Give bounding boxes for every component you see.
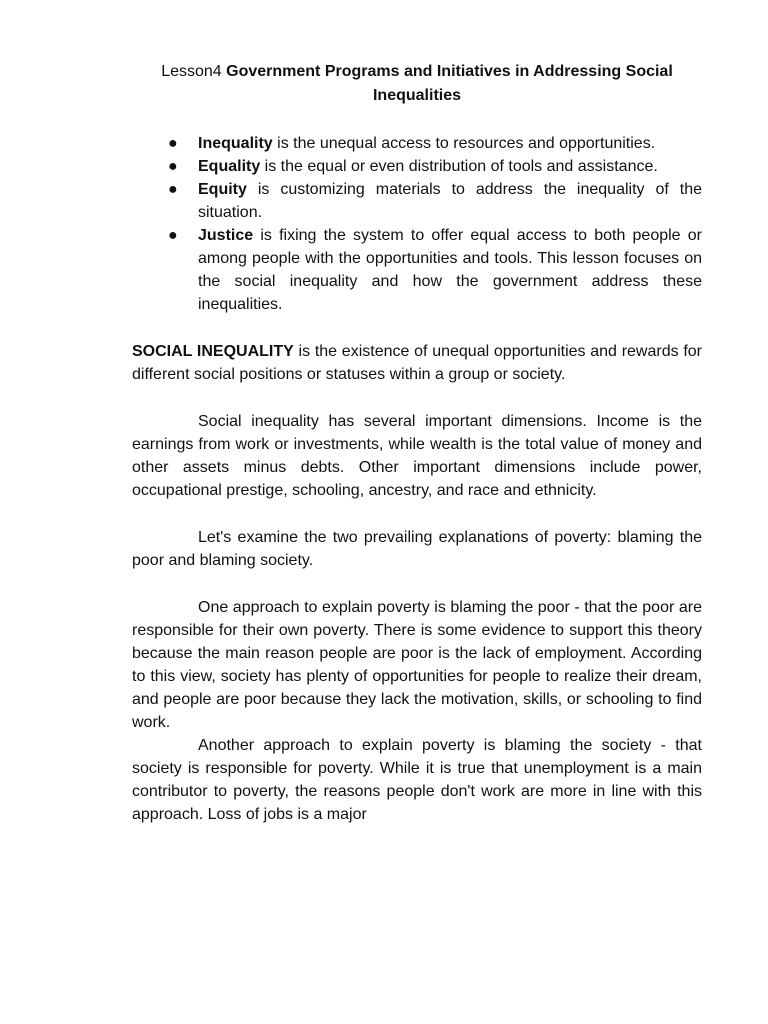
bullet-icon: ● (168, 227, 178, 244)
bullet-text: is customizing materials to address the inequality of the situation. (198, 181, 702, 221)
title-main: Government Programs and Initiatives in Addressing Social Inequalities (226, 63, 673, 104)
definition-text: is the existence of unequal opportunities and rewards for different social positions or statuses within a group or society. (132, 343, 703, 383)
list-item (132, 132, 702, 155)
bullet-text: is the equal or even distribution of tools and assistance. (260, 158, 658, 175)
list-item (132, 178, 702, 224)
definition-term: SOCIAL INEQUALITY (132, 343, 294, 360)
title-prefix: Lesson4 (161, 63, 227, 80)
explanations-paragraph: Let's examine the two prevailing explanations of poverty: blaming the poor and blaming society. (132, 529, 702, 569)
bullet-icon: ● (168, 158, 178, 175)
blaming-poor-paragraph: One approach to explain poverty is blaming the poor - that the poor are responsible for their own poverty. There is some evidence to support this theory because the main reason people are poor is the lack of employment. According to this view, society has plenty of opportunities for people to realize their dream, and people are poor because they lack the motivation, skills, or schooling to find work. (132, 599, 702, 731)
bullet-term: Justice (198, 227, 254, 244)
dimensions-paragraph: Social inequality has several important dimensions. Income is the earnings from work or investments, while wealth is the total value of money and other assets minus debts. Other important dimensions include power, occupational prestige, schooling, ancestry, and race and ethnicity. (132, 413, 702, 499)
bullet-icon: ● (168, 181, 178, 198)
list-item (132, 224, 702, 316)
document-page (132, 60, 702, 826)
bullet-text: is the unequal access to resources and opportunities. (272, 135, 656, 152)
social-inequality-definition (132, 340, 702, 386)
bullet-text: is fixing the system to offer equal access to both people or among people with the opportunities and tools. This lesson focuses on the social inequality and how the government address these inequalities. (198, 227, 702, 313)
bullet-term: Inequality (198, 135, 273, 152)
list-item (132, 155, 702, 178)
page-title (132, 60, 702, 108)
definitions-list (132, 132, 702, 316)
bullet-term: Equity (198, 181, 247, 198)
bullet-icon: ● (168, 135, 178, 152)
bullet-term: Equality (198, 158, 261, 175)
blaming-society-paragraph: Another approach to explain poverty is blaming the society - that society is responsible for poverty. While it is true that unemployment is a main contributor to poverty, the reasons people don't work are more in line with this approach. Loss of jobs is a major (132, 737, 702, 823)
